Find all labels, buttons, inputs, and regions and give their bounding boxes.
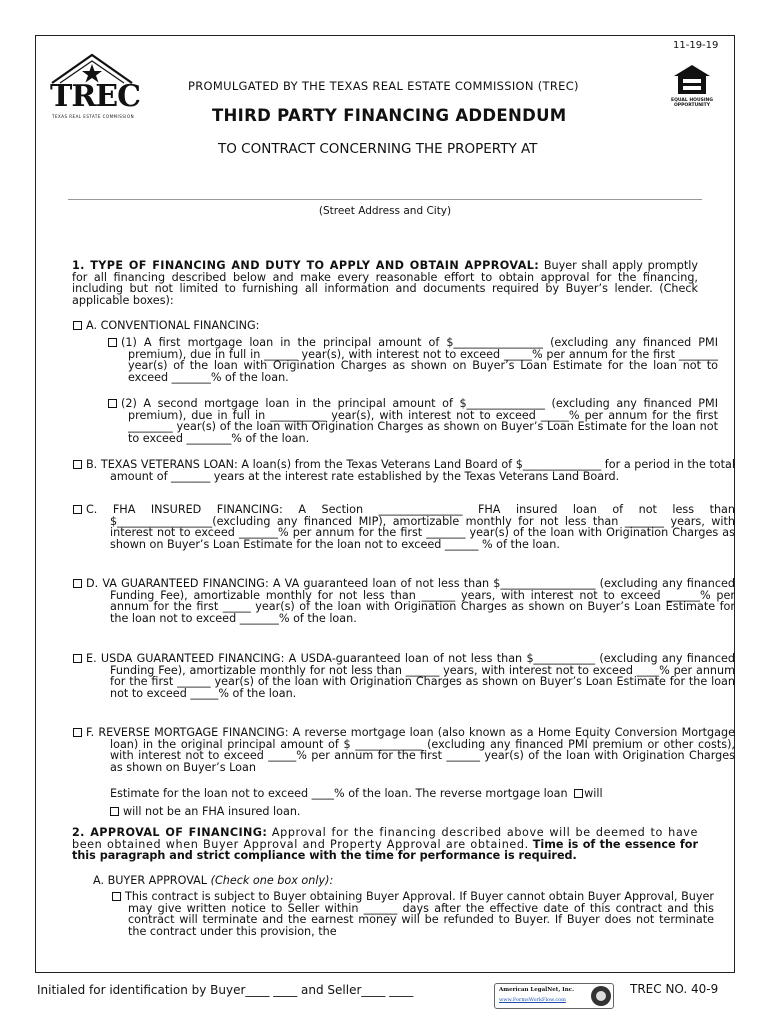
trec-logo — [48, 52, 143, 122]
form-date: 11-19-19 — [673, 40, 719, 51]
option-f-text-2: Estimate for the loan not to exceed ____% of the loan. The reverse mortgage loan — [110, 787, 568, 800]
option-a1-checkbox[interactable] — [108, 338, 117, 347]
section-1-intro-text: Buyer shall apply promptly for all financing described below and make every reasonable effort to obtain approval for the financing, including but not limited to furnishing all information and documents required by Buyer’s lender. (Check applicable boxes): — [72, 259, 699, 307]
option-e-row — [73, 653, 735, 699]
american-legalnet-logo — [494, 983, 614, 1009]
address-label: (Street Address and City) — [318, 205, 452, 217]
option-f-row — [73, 727, 735, 773]
option-a-row — [73, 320, 698, 332]
document-subtitle: TO CONTRACT CONCERNING THE PROPERTY AT — [218, 141, 538, 157]
section-1-heading: 1. TYPE OF FINANCING AND DUTY TO APPLY AND OBTAIN APPROVAL: — [72, 259, 540, 272]
option-a1-row — [108, 337, 718, 383]
option-a2-row — [108, 398, 718, 444]
option-c-checkbox[interactable] — [73, 505, 82, 514]
section-2-intro-text: Approval for the financing described above will be deemed to have been obtained when Buyer Approval and Property Approval are obtained. — [72, 826, 698, 851]
initials-line: Initialed for identification by Buyer____ ____ and Seller____ ____ — [37, 983, 414, 997]
option-b-text: B. TEXAS VETERANS LOAN: A loan(s) from the Texas Veterans Land Board of $______________ for a period in the total amount of _______ years at the interest rate established by the Texas Veterans Land Board. — [86, 458, 735, 483]
section-1-intro — [72, 260, 698, 306]
address-input-line[interactable] — [68, 199, 702, 200]
promulgated-line: PROMULGATED BY THE TEXAS REAL ESTATE COMMISSION (TREC) — [188, 79, 579, 93]
buyer-approval-hint: (Check one box only): — [210, 874, 334, 887]
section-2-heading: 2. APPROVAL OF FINANCING: — [72, 826, 268, 839]
trec-logo-subtext: TEXAS REAL ESTATE COMMISSION — [52, 114, 135, 119]
buyer-approval-text: This contract is subject to Buyer obtaining Buyer Approval. If Buyer cannot obtain Buyer Approval, Buyer may give written notice to Seller within ______ days after the effective date of this contract and this contract will terminate and the earnest money will be refunded to Buyer. If Buyer does not terminate the contract under this provision, the — [125, 890, 714, 938]
option-c-row — [73, 504, 735, 550]
document-title: THIRD PARTY FINANCING ADDENDUM — [212, 106, 567, 125]
option-b-checkbox[interactable] — [73, 460, 82, 469]
equal-housing-icon — [668, 64, 716, 96]
will-not-checkbox[interactable] — [110, 807, 119, 816]
option-d-checkbox[interactable] — [73, 579, 82, 588]
time-of-essence-text: Time is of the essence for this paragraph and strict compliance with the time for performance is required. — [72, 837, 698, 863]
aln-globe-icon — [591, 986, 611, 1006]
aln-name: American LegalNet, Inc. — [499, 987, 574, 993]
option-c-text: C. FHA INSURED FINANCING: A Section _______________ FHA insured loan of not less than $_________________(excluding any financed MIP), amortizable monthly for not less than _______ years, with interest not to exceed _______% per annum for the first _______ year(s) of the loan with Origination Charges as shown on Buyer’s Loan Estimate for the loan not to exceed ______ % of the loan. — [86, 503, 735, 551]
will-label: will — [584, 787, 603, 800]
buyer-approval-option-row — [112, 891, 714, 937]
will-not-label: will not be an FHA insured loan. — [123, 805, 301, 818]
option-b-row — [73, 459, 735, 482]
section-2-intro — [72, 827, 698, 862]
option-a1-text: (1) A first mortgage loan in the principal amount of $________________ (excluding any financed PMI premium), due in full in ______ year(s), with interest not to exceed _____% per annum for the first _______ year(s) of the loan with Origination Charges as shown on Buyer’s Loan Estimate for the loan not to exceed _______% of the loan. — [121, 336, 718, 384]
option-e-text: E. USDA GUARANTEED FINANCING: A USDA-guaranteed loan of not less than $___________ (excluding any financed Funding Fee), amortizable monthly for not less than ______ years, with interest not to exceed ____% per annum for the first ______ year(s) of the loan with Origination Charges as shown on Buyer’s Loan Estimate for the loan not to exceed _____% of the loan. — [86, 652, 735, 700]
option-a2-checkbox[interactable] — [108, 399, 117, 408]
option-e-checkbox[interactable] — [73, 654, 82, 663]
option-a-label: A. CONVENTIONAL FINANCING: — [86, 319, 260, 332]
option-d-row — [73, 578, 735, 624]
form-number: TREC NO. 40-9 — [630, 982, 719, 996]
trec-logo-text: TREC — [50, 79, 140, 114]
option-f-line2 — [110, 788, 698, 800]
buyer-approval-label: A. BUYER APPROVAL — [93, 874, 208, 887]
option-d-text: D. VA GUARANTEED FINANCING: A VA guaranteed loan of not less than $_________________ (excluding any financed Funding Fee), amortizable monthly for not less than ______ years, with interest not to exceed ______% per annum for the first _____ year(s) of the loan with Origination Charges as shown on Buyer’s Loan Estimate for the loan not to exceed _______% of the loan. — [86, 577, 735, 625]
buyer-approval-checkbox[interactable] — [112, 892, 121, 901]
option-a2-text: (2) A second mortgage loan in the principal amount of $______________ (excluding any financed PMI premium), due in full in __________ year(s), with interest not to exceed _____% per annum for the first ________ year(s) of the loan with Origination Charges as shown on Buyer’s Loan Estimate for the loan not to exceed ________% of the loan. — [121, 397, 718, 445]
equal-housing-text: EQUAL HOUSING OPPORTUNITY — [671, 98, 713, 108]
will-checkbox[interactable] — [574, 789, 583, 798]
option-a-checkbox[interactable] — [73, 321, 82, 330]
option-f-line3 — [110, 806, 698, 818]
buyer-approval-label-row — [93, 875, 698, 887]
option-f-checkbox[interactable] — [73, 728, 82, 737]
aln-url-link[interactable]: www.FormsWorkFlow.com — [499, 997, 566, 1003]
equal-housing-logo — [668, 64, 716, 126]
option-f-text: F. REVERSE MORTGAGE FINANCING: A reverse mortgage loan (also known as a Home Equity Conversion Mortgage loan) in the original principal amount of $ ____________ (excluding any financed PMI premium or other costs), with interest not to exceed _____% per annum for the first ______ year(s) of the loan with Origination Charges as shown on Buyer’s Loan — [86, 726, 735, 774]
